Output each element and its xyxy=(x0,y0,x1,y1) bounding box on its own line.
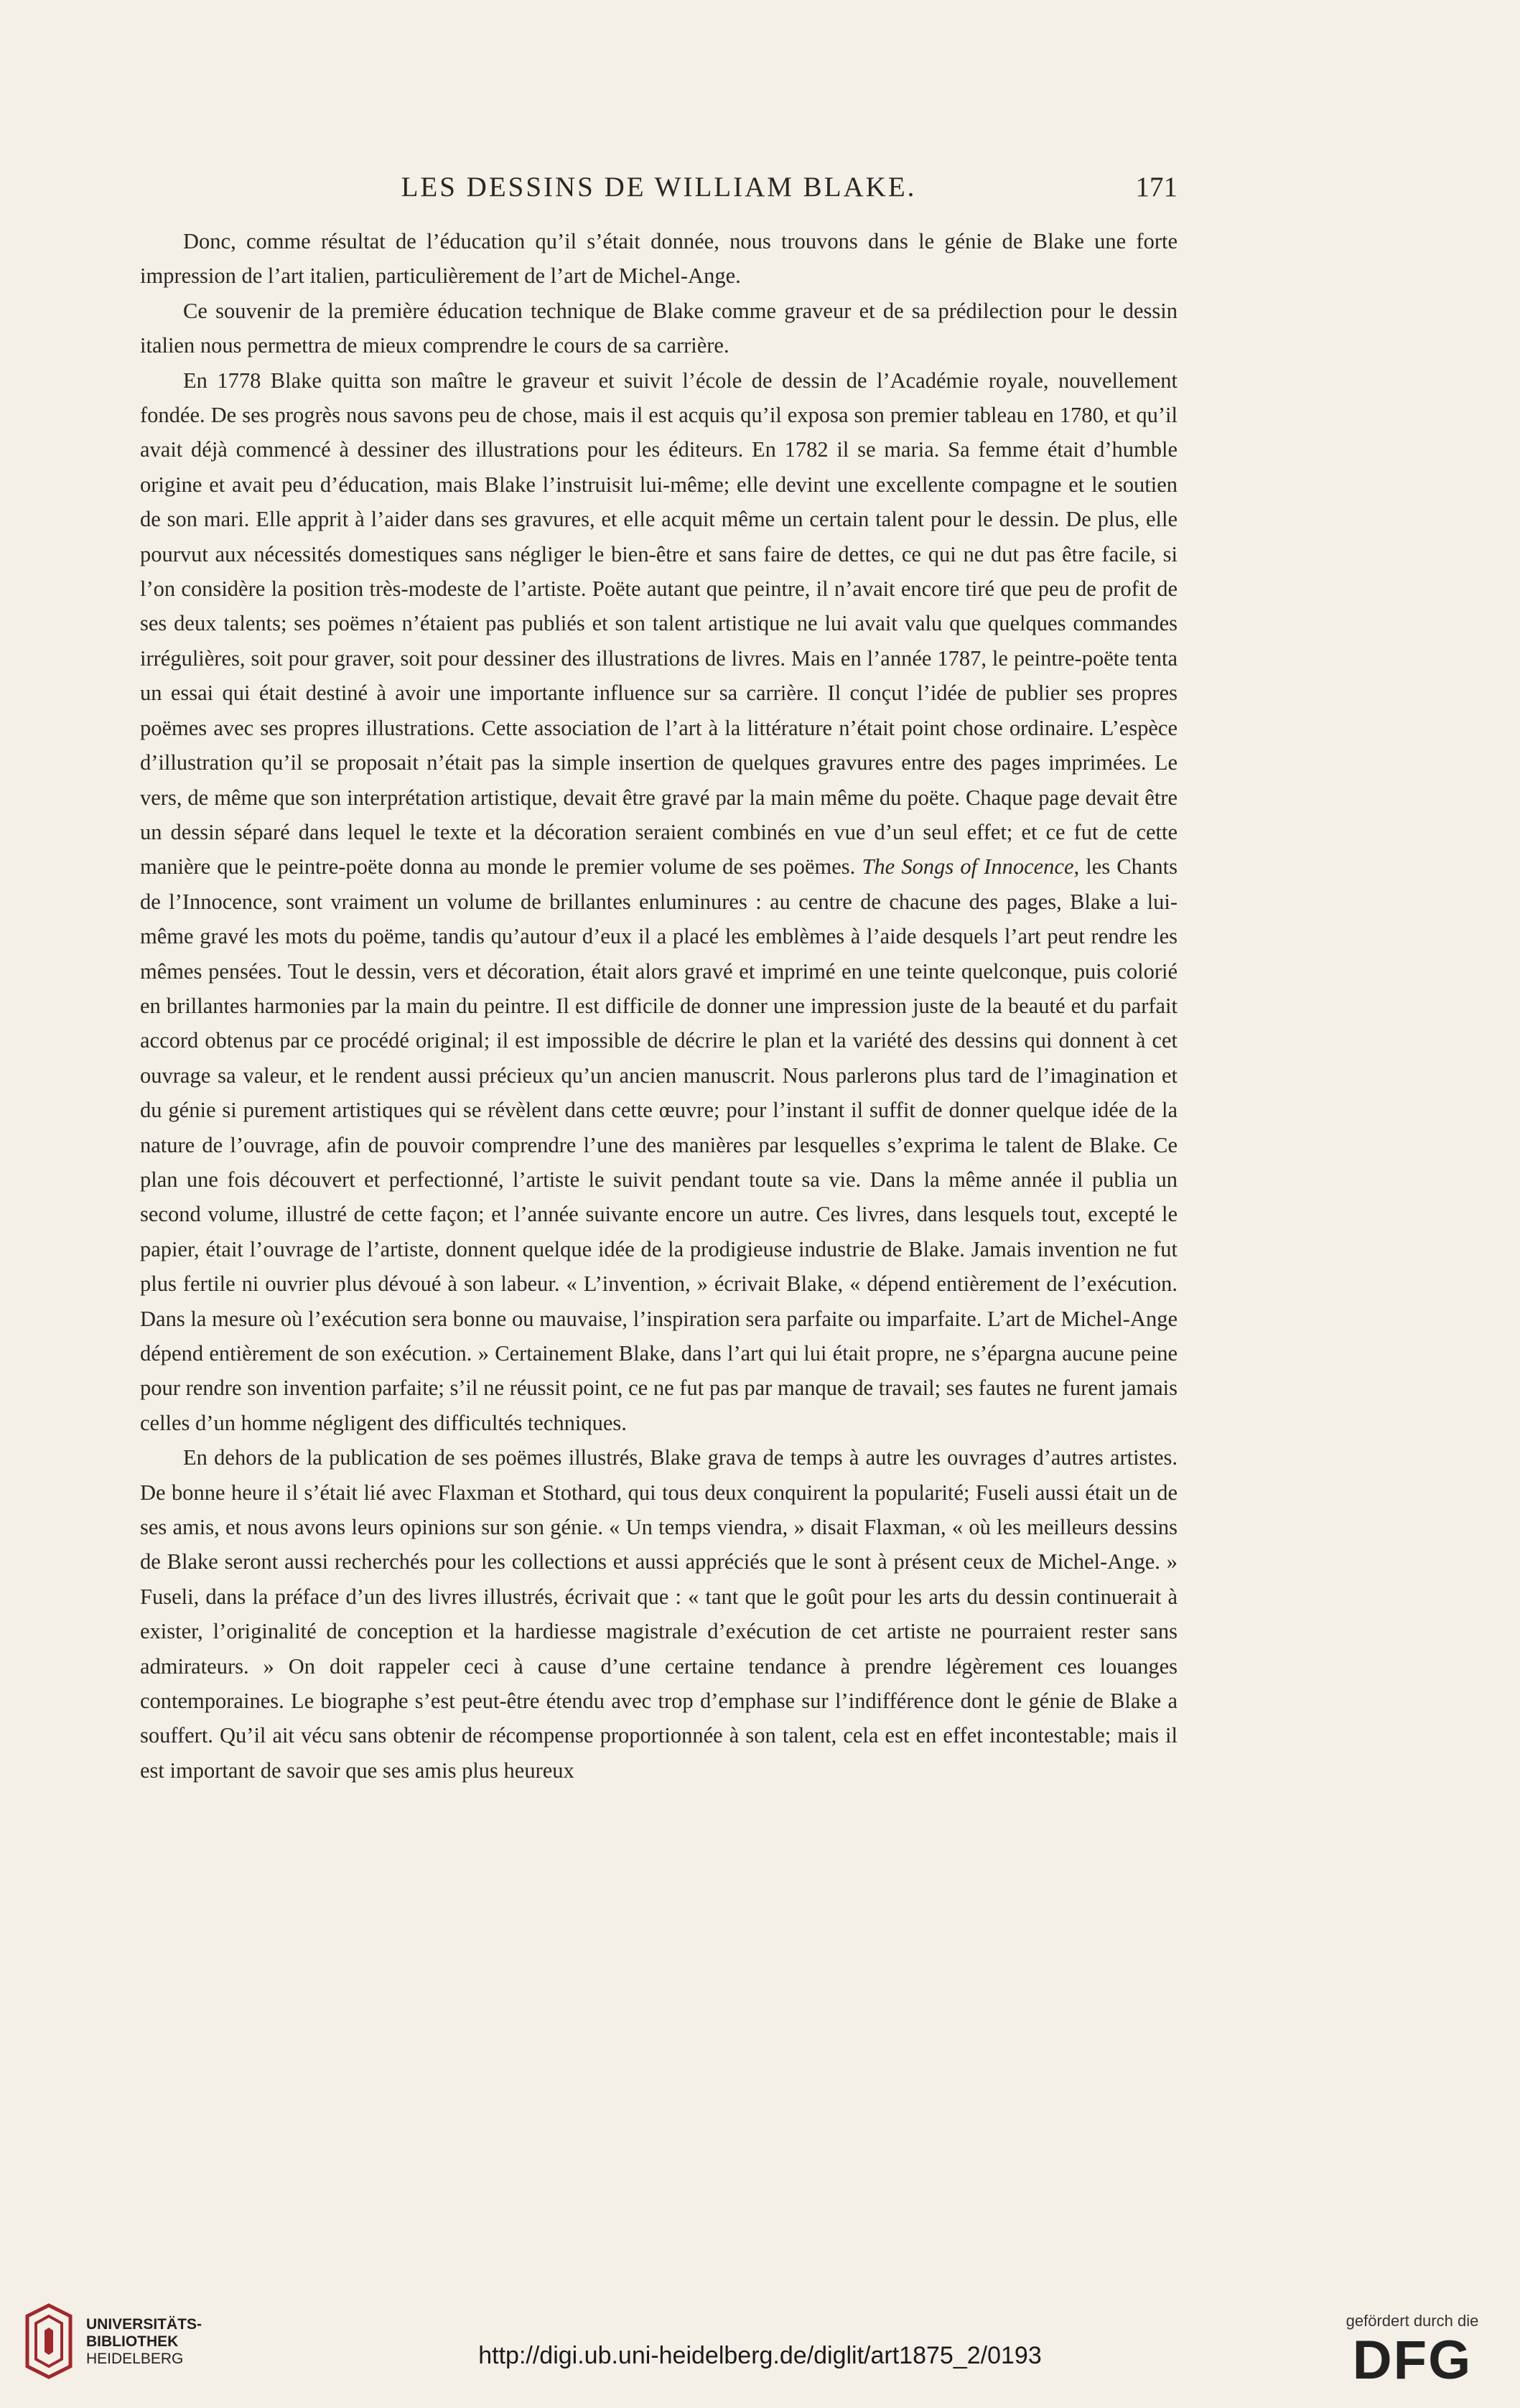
page-number: 171 xyxy=(1135,172,1178,202)
library-name-line: HEIDELBERG xyxy=(86,2351,184,2367)
article-body xyxy=(140,224,1178,1788)
paragraph: Donc, comme résultat de l’éducation qu’il s’était donnée, nous trouvons dans le génie de Blake une forte impression de l’art italien, particulièrement de l’art de Michel-Ange. xyxy=(140,229,1178,289)
dfg-logo: DFG xyxy=(1352,2330,1473,2391)
paragraph: En dehors de la publication de ses poëmes illustrés, Blake grava de temps à autre les ouvrages d’autres artistes. De bonne heure il s’était lié avec Flaxman et Stothard, qui tous deux conquirent la popularité; Fuseli aussi était un de ses amis, et nous avons leurs opinions sur son génie. « Un temps viendra, » disait Flaxman, « où les meilleurs dessins de Blake seront aussi recherchés pour les collections et aussi appréciés que le sont à présent ceux de Michel-Ange. » Fuseli, dans la préface d’un des livres illustrés, écrivait que : « tant que le goût pour les arts du dessin continuerait à exister, l’originalité de conception et la hardiesse magistrale d’exécution de cet artiste ne pourraient rester sans admirateurs. » On doit rappeler ceci à cause d’une certaine tendance à prendre légèrement ces louanges contemporaines. Le biographe s’est peut-être étendu avec trop d’emphase sur l’indifférence dont le génie de Blake a souffert. Qu’il ait vécu sans obtenir de récompense proportionnée à son talent, cela est en effet incontestable; mais il est important de savoir que ses amis plus heureux xyxy=(140,1445,1178,1783)
funding-caption: gefördert durch die xyxy=(1346,2312,1479,2330)
library-name-line: UNIVERSITÄTS- xyxy=(86,2316,202,2333)
library-name-line: BIBLIOTHEK xyxy=(86,2333,179,2350)
paragraph: Ce souvenir de la première éducation technique de Blake comme graveur et de sa prédilection pour le dessin italien nous permettra de mieux comprendre le cours de sa carrière. xyxy=(140,298,1178,358)
page-header xyxy=(140,171,1178,214)
book-title-italic: The Songs of Innocence, xyxy=(862,854,1080,879)
source-url-link[interactable]: http://digi.ub.uni-heidelberg.de/diglit/art1875_2/0193 xyxy=(478,2342,1042,2369)
running-title: LES DESSINS DE WILLIAM BLAKE. xyxy=(401,172,917,202)
funding-credit xyxy=(1333,2312,1491,2391)
paragraph-text: les Chants de l’Innocence, sont vraiment un volume de brillantes enluminures : au centre de chacune des pages, Blake a lui-même gravé les mots du poëme, tandis qu’autour d’eux il a placé les emblèmes à l’aide desquels l’art peut rendre les mêmes pensées. Tout le dessin, vers et décoration, était alors gravé et imprimé en une teinte quelconque, puis colorié en brillantes harmonies par la main du peintre. Il est difficile de donner une impression juste de la beauté et du parfait accord obtenus par ce procédé original; il est impossible de décrire le plan et la variété des dessins qui donnent à cet ouvrage sa valeur, et le rendent aussi précieux qu’un ancien manuscrit. Nous parlerons plus tard de l’imagination et du génie si purement artistiques qui se révèlent dans cette œuvre; pour l’instant il suffit de donner quelque idée de la nature de l’ouvrage, afin de pouvoir comprendre l’une des manières par lesquelles s’exprima le talent de Blake. Ce plan une fois découvert et perfectionné, l’artiste le suivit pendant toute sa vie. Dans la même année il publia un second volume, illustré de cette façon; et l’année suivante encore un autre. Ces livres, dans lesquels tout, excepté le papier, était l’ouvrage de l’artiste, donnent quelque idée de la prodigieuse industrie de Blake. Jamais invention ne fut plus fertile ni ouvrier plus dévoué à son labeur. « L’invention, » écrivait Blake, « dépend entièrement de l’exécution. Dans la mesure où l’exécution sera bonne ou mauvaise, l’inspiration sera parfaite ou imparfaite. L’art de Michel-Ange dépend entièrement de son exécution. » Certainement Blake, dans l’art qui lui était propre, ne s’épargna aucune peine pour rendre son invention parfaite; s’il ne réussit point, ce ne fut pas par manque de travail; ses fautes ne furent jamais celles d’un homme négligent des difficultés techniques. xyxy=(140,854,1178,1435)
paragraph xyxy=(140,363,1178,1441)
footer xyxy=(0,2297,1520,2408)
paragraph-text: En 1778 Blake quitta son maître le graveur et suivit l’école de dessin de l’Académie royale, nouvellement fondée. De ses progrès nous savons peu de chose, mais il est acquis qu’il exposa son premier tableau en 1780, et qu’il avait déjà commencé à dessiner des illustrations pour les éditeurs. En 1782 il se maria. Sa femme était d’humble origine et avait peu d’éducation, mais Blake l’instruisit lui-même; elle devint une excellente compagne et le soutien de son mari. Elle apprit à l’aider dans ses gravures, et elle acquit même un certain talent pour le dessin. De plus, elle pourvut aux nécessités domestiques sans négliger le bien-être et sans faire de dettes, ce qui ne dut pas être facile, si l’on considère la position très-modeste de l’artiste. Poëte autant que peintre, il n’avait encore tiré que peu de profit de ses deux talents; ses poëmes n’étaient pas publiés et son talent artistique ne lui avait valu que quelques commandes irrégulières, soit pour graver, soit pour dessiner des illustrations de livres. Mais en l’année 1787, le peintre-poëte tenta un essai qui était destiné à avoir une importante influence sur sa carrière. Il conçut l’idée de publier ses propres poëmes avec ses propres illustrations. Cette association de l’art à la littérature n’était point chose ordinaire. L’espèce d’illustration qu’il se proposait n’était pas la simple insertion de quelques gravures entre des pages imprimées. Le vers, de même que son interprétation artistique, devait être gravé par la main même du poëte. Chaque page devait être un dessin séparé dans lequel le texte et la décoration seraient combinés en vue d’un seul effet; et ce fut de cette manière que le peintre-poëte donna au monde le premier volume de ses poëmes. xyxy=(140,368,1178,879)
